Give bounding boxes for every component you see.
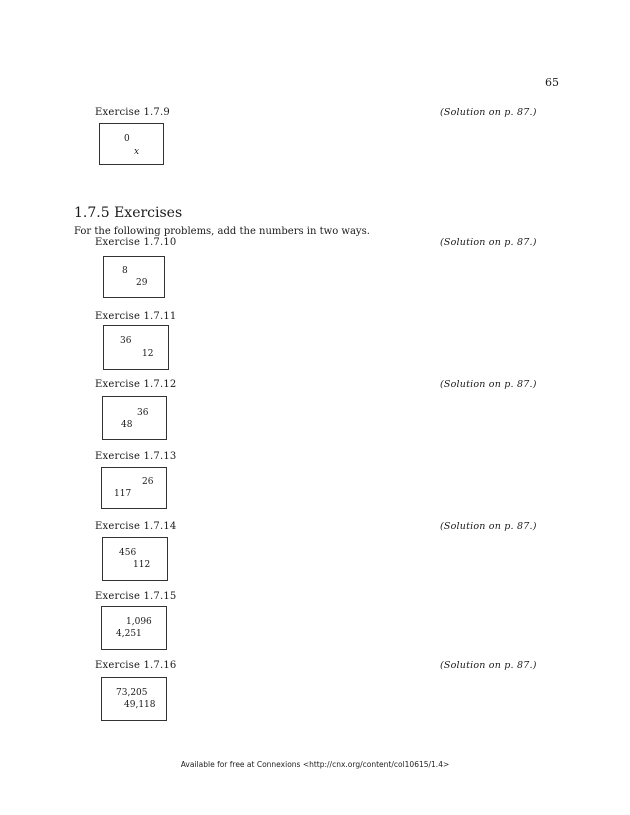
addend-top: 8 (122, 266, 128, 276)
exercise-box (102, 537, 168, 581)
addend-top: 26 (142, 477, 154, 487)
exercise-title: Exercise 1.7.16 (95, 660, 177, 671)
addend-top: 0 (124, 134, 130, 144)
addend-top: 36 (137, 408, 149, 418)
exercise-box (103, 325, 169, 370)
section-intro: For the following problems, add the numbers in two ways. (74, 226, 370, 237)
page-footer: Available for free at Connexions <http://cnx.org/content/col10615/1.4> (180, 760, 450, 769)
section-title: 1.7.5 Exercises (74, 205, 183, 221)
addend-bottom: 29 (136, 278, 148, 288)
addend-bottom: 12 (142, 349, 154, 359)
addend-bottom: 4,251 (116, 629, 142, 639)
exercise-box (101, 677, 167, 721)
addend-bottom: 117 (114, 489, 132, 499)
exercise-box (101, 467, 167, 509)
exercise-title: Exercise 1.7.15 (95, 591, 177, 602)
exercise-box (101, 606, 167, 650)
addend-bottom: 48 (121, 420, 133, 430)
addend-top: 1,096 (126, 617, 152, 627)
exercise-title: Exercise 1.7.10 (95, 237, 177, 248)
addend-top: 456 (119, 548, 137, 558)
solution-link[interactable]: (Solution on p. 87.) (440, 107, 537, 118)
exercise-box (99, 123, 164, 165)
exercise-title: Exercise 1.7.13 (95, 451, 177, 462)
exercise-box (102, 396, 167, 440)
exercise-title: Exercise 1.7.12 (95, 379, 177, 390)
exercise-title: Exercise 1.7.14 (95, 521, 177, 532)
exercise-title: Exercise 1.7.9 (95, 107, 170, 118)
addend-bottom: 112 (133, 560, 151, 570)
exercise-box (103, 256, 165, 298)
solution-link[interactable]: (Solution on p. 87.) (440, 379, 537, 390)
addend-bottom: 49,118 (124, 700, 156, 710)
page-number: 65 (545, 76, 559, 89)
addend-top: 36 (120, 336, 132, 346)
solution-link[interactable]: (Solution on p. 87.) (440, 237, 537, 248)
addend-bottom: x (134, 147, 140, 157)
addend-top: 73,205 (116, 688, 148, 698)
solution-link[interactable]: (Solution on p. 87.) (440, 521, 537, 532)
solution-link[interactable]: (Solution on p. 87.) (440, 660, 537, 671)
exercise-title: Exercise 1.7.11 (95, 311, 177, 322)
